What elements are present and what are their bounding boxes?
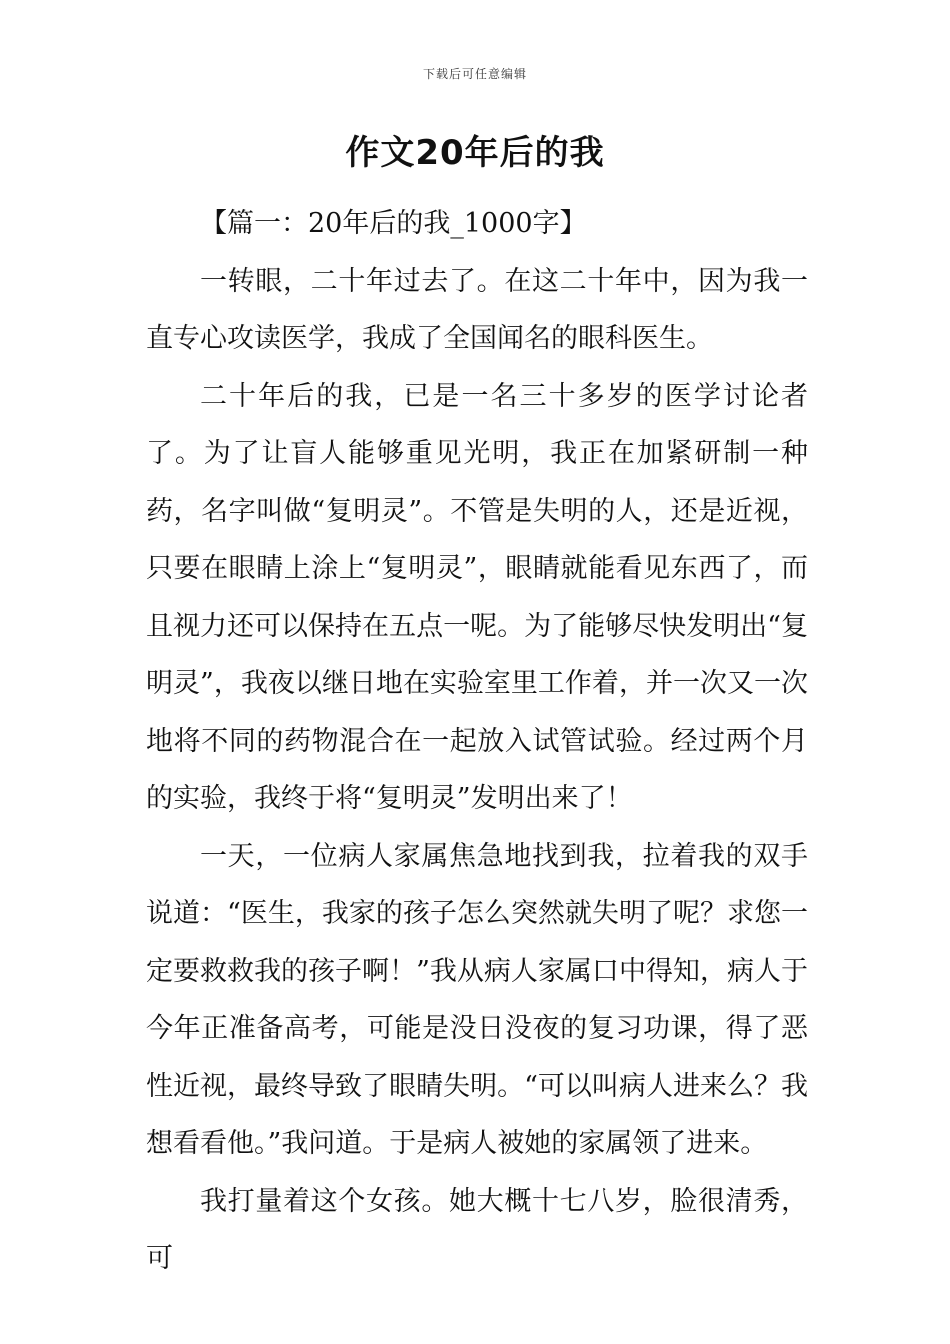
body-paragraph: 一天，一位病人家属焦急地找到我，拉着我的双手说道：“医生，我家的孩子怎么突然就失明了呢？求您一定要救救我的孩子啊！”我从病人家属口中得知，病人于今年正准备高考，可能是没日没夜的复习功课，得了恶性近视，最终导致了眼睛失明。“可以叫病人进来么？我想看看他。”我问道。于是病人被她的家属领了进来。 bbox=[146, 840, 808, 1159]
body-paragraph: 我打量着这个女孩。她大概十七八岁，脸很清秀，可 bbox=[146, 1185, 808, 1274]
header-note: 下载后可任意编辑 bbox=[422, 67, 527, 81]
body-paragraph: 一转眼，二十年过去了。在这二十年中，因为我一直专心攻读医学，我成了全国闻名的眼科医生。 bbox=[146, 265, 808, 354]
section-heading: 【篇一：20年后的我_1000字】 bbox=[200, 208, 587, 239]
document-body bbox=[146, 195, 808, 1288]
body-paragraph: 二十年后的我，已是一名三十多岁的医学讨论者了。为了让盲人能够重见光明，我正在加紧研制一种药，名字叫做“复明灵”。不管是失明的人，还是近视，只要在眼睛上涂上“复明灵”，眼睛就能看见东西了，而且视力还可以保持在五点一呢。为了能够尽快发明出“复明灵”，我夜以继日地在实验室里工作着，并一次又一次地将不同的药物混合在一起放入试管试验。经过两个月的实验，我终于将“复明灵”发明出来了！ bbox=[146, 380, 808, 814]
document-title: 作文20年后的我 bbox=[345, 133, 605, 173]
